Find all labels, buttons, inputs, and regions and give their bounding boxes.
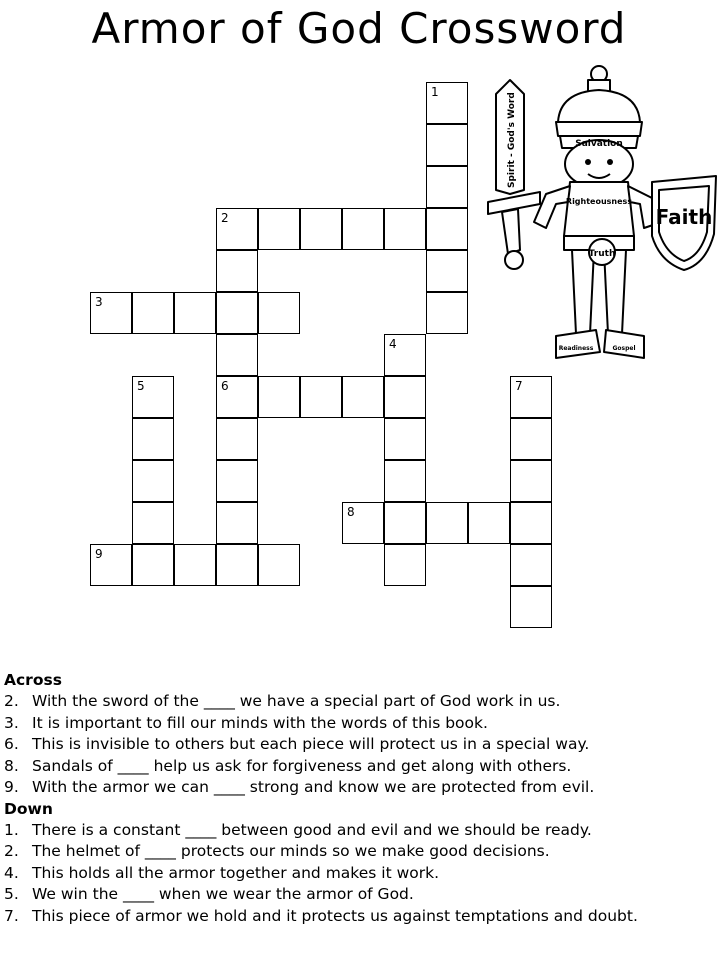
crossword-cell[interactable] (258, 544, 300, 586)
clue-text: This holds all the armor together and makes it work. (32, 863, 440, 882)
crossword-cell[interactable] (132, 460, 174, 502)
clue-number-label: 1 (431, 85, 439, 99)
clue-text: It is important to fill our minds with the words of this book. (32, 713, 488, 732)
clue-number: 8. (4, 756, 19, 775)
clue-text: With the sword of the ____ we have a special part of God work in us. (32, 692, 561, 710)
crossword-cell[interactable] (426, 250, 468, 292)
crossword-cell[interactable] (384, 376, 426, 418)
shield-label: Faith (655, 205, 713, 229)
clue-number-label: 9 (95, 547, 103, 561)
page-title: Armor of God Crossword (91, 4, 627, 53)
crossword-cell[interactable] (90, 544, 132, 586)
crossword-cell[interactable] (510, 460, 552, 502)
clue-text: There is a constant ____ between good and evil and we should be ready. (32, 820, 592, 839)
across-clue (4, 734, 714, 756)
crossword-cell[interactable] (258, 208, 300, 250)
crossword-cell[interactable] (216, 418, 258, 460)
down-heading: Down (4, 799, 53, 818)
crossword-cell[interactable] (258, 376, 300, 418)
crossword-cell[interactable] (342, 208, 384, 250)
sword-label: Spirit - God's Word (507, 92, 517, 188)
clue-number-label: 2 (221, 211, 229, 225)
across-clue (4, 756, 714, 778)
clue-number: 1. (4, 820, 19, 839)
down-clue (4, 820, 714, 842)
crossword-cell[interactable] (132, 376, 174, 418)
crossword-cell[interactable] (342, 502, 384, 544)
down-clue (4, 906, 714, 928)
helmet-label: Salvation (575, 139, 623, 149)
crossword-cell[interactable] (216, 544, 258, 586)
crossword-cell[interactable] (426, 166, 468, 208)
crossword-cell[interactable] (426, 82, 468, 124)
clue-number-label: 7 (515, 379, 523, 393)
down-list (4, 820, 714, 928)
crossword-cell[interactable] (216, 334, 258, 376)
crossword-cell[interactable] (426, 502, 468, 544)
crossword-cell[interactable] (342, 376, 384, 418)
crossword-cell[interactable] (426, 292, 468, 334)
crossword-cell[interactable] (384, 208, 426, 250)
clue-number-label: 6 (221, 379, 229, 393)
clue-number: 7. (4, 906, 19, 925)
crossword-cell[interactable] (426, 124, 468, 166)
crossword-cell[interactable] (216, 376, 258, 418)
clue-number: 5. (4, 885, 19, 903)
left-shoe-label: Readiness (558, 345, 594, 352)
crossword-cell[interactable] (132, 502, 174, 544)
crossword-cell[interactable] (174, 292, 216, 334)
crossword-cell[interactable] (132, 544, 174, 586)
across-list (4, 691, 714, 799)
clue-number-label: 3 (95, 295, 103, 309)
crossword-cell[interactable] (216, 292, 258, 334)
clue-number: 2. (4, 842, 19, 860)
clue-number-label: 5 (137, 379, 145, 393)
crossword-cell[interactable] (510, 502, 552, 544)
crossword-cell[interactable] (384, 502, 426, 544)
breastplate-label: Righteousness (565, 197, 633, 206)
across-clue (4, 777, 714, 799)
crossword-cell[interactable] (510, 376, 552, 418)
across-clue (4, 691, 714, 713)
clue-text: We win the ____ when we wear the armor of God. (32, 885, 414, 903)
clue-number: 9. (4, 778, 19, 796)
down-clue (4, 884, 714, 906)
clues-section (4, 670, 714, 927)
clue-number-label: 4 (389, 337, 397, 351)
clue-number: 3. (4, 713, 19, 732)
crossword-cell[interactable] (174, 544, 216, 586)
crossword-cell[interactable] (510, 418, 552, 460)
crossword-cell[interactable] (468, 502, 510, 544)
crossword-cell[interactable] (510, 586, 552, 628)
clue-text: This piece of armor we hold and it protects us against temptations and doubt. (32, 906, 638, 925)
crossword-cell[interactable] (258, 292, 300, 334)
crossword-cell[interactable] (216, 460, 258, 502)
clue-text: This is invisible to others but each piece will protect us in a special way. (32, 735, 590, 753)
right-shoe-label: Gospel (612, 345, 636, 352)
clue-text: The helmet of ____ protects our minds so we make good decisions. (32, 842, 550, 860)
crossword-cell[interactable] (384, 460, 426, 502)
crossword-cell[interactable] (216, 250, 258, 292)
crossword-cell[interactable] (90, 292, 132, 334)
clue-text: With the armor we can ____ strong and know we are protected from evil. (32, 778, 595, 796)
crossword-cell[interactable] (384, 418, 426, 460)
crossword-cell[interactable] (132, 418, 174, 460)
belt-label: Truth (588, 249, 616, 259)
clue-number-label: 8 (347, 505, 355, 519)
armor-illustration (484, 64, 718, 374)
crossword-cell[interactable] (300, 208, 342, 250)
clue-text: Sandals of ____ help us ask for forgiveness and get along with others. (32, 756, 572, 775)
crossword-cell[interactable] (132, 292, 174, 334)
clue-number: 4. (4, 863, 19, 882)
down-clue (4, 841, 714, 863)
crossword-cell[interactable] (384, 544, 426, 586)
crossword-cell[interactable] (300, 376, 342, 418)
across-clue (4, 713, 714, 735)
across-heading: Across (4, 671, 62, 689)
crossword-cell[interactable] (216, 502, 258, 544)
crossword-cell[interactable] (510, 544, 552, 586)
down-clue (4, 863, 714, 885)
crossword-cell[interactable] (384, 334, 426, 376)
clue-number: 6. (4, 735, 19, 753)
crossword-cell[interactable] (216, 208, 258, 250)
crossword-cell[interactable] (426, 208, 468, 250)
clue-number: 2. (4, 692, 19, 710)
